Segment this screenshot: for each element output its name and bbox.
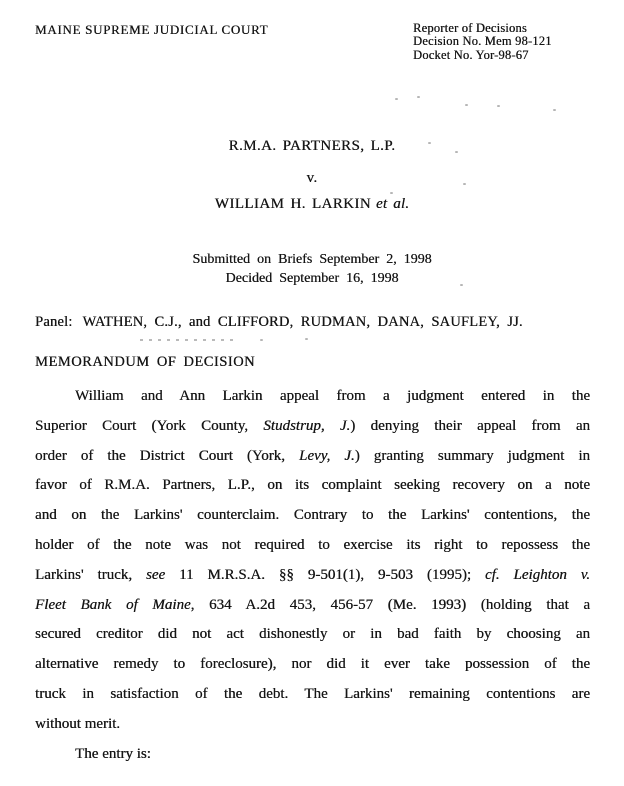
body-line	[35, 442, 590, 472]
scan-speck	[428, 142, 431, 144]
body-paragraph	[35, 382, 590, 769]
body-text: William and Ann Larkin appeal from a judgment entered in the	[75, 388, 590, 404]
scan-speck	[465, 104, 468, 106]
body-text: ) granting summary judgment in	[354, 447, 591, 464]
defendant-name	[0, 194, 624, 214]
body-text: alternative remedy to foreclosure), nor did it ever take possession of the	[35, 656, 590, 673]
body-line	[35, 382, 590, 412]
body-line	[35, 650, 590, 680]
docket-number: Docket No. Yor-98-67	[413, 47, 529, 62]
body-text-italic: Fleet Bank of Maine	[35, 596, 191, 613]
body-line	[35, 620, 590, 650]
scan-speck	[497, 105, 500, 107]
body-line	[35, 680, 590, 710]
panel-line	[35, 312, 523, 332]
body-line	[35, 412, 590, 442]
scan-speck	[463, 183, 466, 185]
body-line	[35, 561, 590, 591]
body-text: Larkins' truck,	[35, 566, 146, 583]
body-text: and on the Larkins' counterclaim. Contrary to the Larkins' contentions, the	[35, 507, 590, 524]
decision-number: Decision No. Mem 98-121	[413, 34, 552, 49]
panel-judges: WATHEN, C.J., and CLIFFORD, RUDMAN, DANA, SAUFLEY, JJ.	[82, 314, 523, 330]
body-text: holder of the note was not required to exercise its right to repossess the	[35, 536, 590, 553]
court-name: MAINE SUPREME JUDICIAL COURT	[35, 22, 269, 37]
body-text: ) denying their appeal from an	[350, 417, 590, 434]
scan-speck	[455, 151, 458, 153]
decided-date: Decided September 16, 1998	[225, 271, 399, 286]
body-line	[35, 591, 590, 621]
et-al-suffix: et al.	[375, 196, 410, 212]
scan-speck	[417, 96, 420, 98]
scan-speck	[395, 98, 398, 100]
body-line	[35, 471, 590, 501]
defendant-text: WILLIAM H. LARKIN	[214, 196, 371, 212]
body-text: , 634 A.2d 453, 456-57 (Me. 1993) (holding that a	[190, 596, 591, 613]
scan-speck	[553, 109, 556, 111]
body-text: order of the District Court (York,	[35, 447, 299, 464]
versus-label: v.	[306, 170, 318, 186]
body-text: favor of R.M.A. Partners, L.P., on its complaint seeking recovery on a note	[35, 477, 590, 494]
plaintiff-name: R.M.A. PARTNERS, L.P.	[228, 138, 396, 154]
body-text: The entry is:	[75, 745, 151, 762]
body-text: 11 M.R.S.A. §§ 9-501(1), 9-503 (1995);	[165, 566, 485, 583]
scan-speck	[260, 339, 263, 341]
body-line	[35, 710, 590, 740]
body-line	[35, 501, 590, 531]
scan-speck	[305, 338, 308, 340]
body-text: Superior Court (York County,	[35, 417, 264, 434]
body-text-italic: see	[145, 566, 166, 583]
reporter-of-decisions-label: Reporter of Decisions	[413, 21, 527, 35]
scan-speck	[390, 192, 393, 194]
body-line	[35, 531, 590, 561]
body-text: without merit.	[35, 715, 120, 732]
body-text: secured creditor did not act dishonestly or in bad faith by choosing an	[35, 626, 590, 643]
scan-speck	[460, 284, 463, 286]
section-heading: MEMORANDUM OF DECISION	[35, 354, 256, 370]
panel-label: Panel:	[35, 314, 73, 330]
body-text-italic: cf. Leighton v.	[484, 566, 590, 583]
body-text-italic: Studstrup, J.	[263, 417, 351, 434]
body-text: truck in satisfaction of the debt. The Larkins' remaining contentions are	[35, 685, 590, 702]
submitted-date: Submitted on Briefs September 2, 1998	[192, 252, 432, 267]
body-line	[35, 740, 590, 770]
body-text-italic: Levy, J.	[298, 447, 355, 464]
reporter-block	[413, 22, 552, 62]
scan-smudge	[140, 339, 235, 341]
